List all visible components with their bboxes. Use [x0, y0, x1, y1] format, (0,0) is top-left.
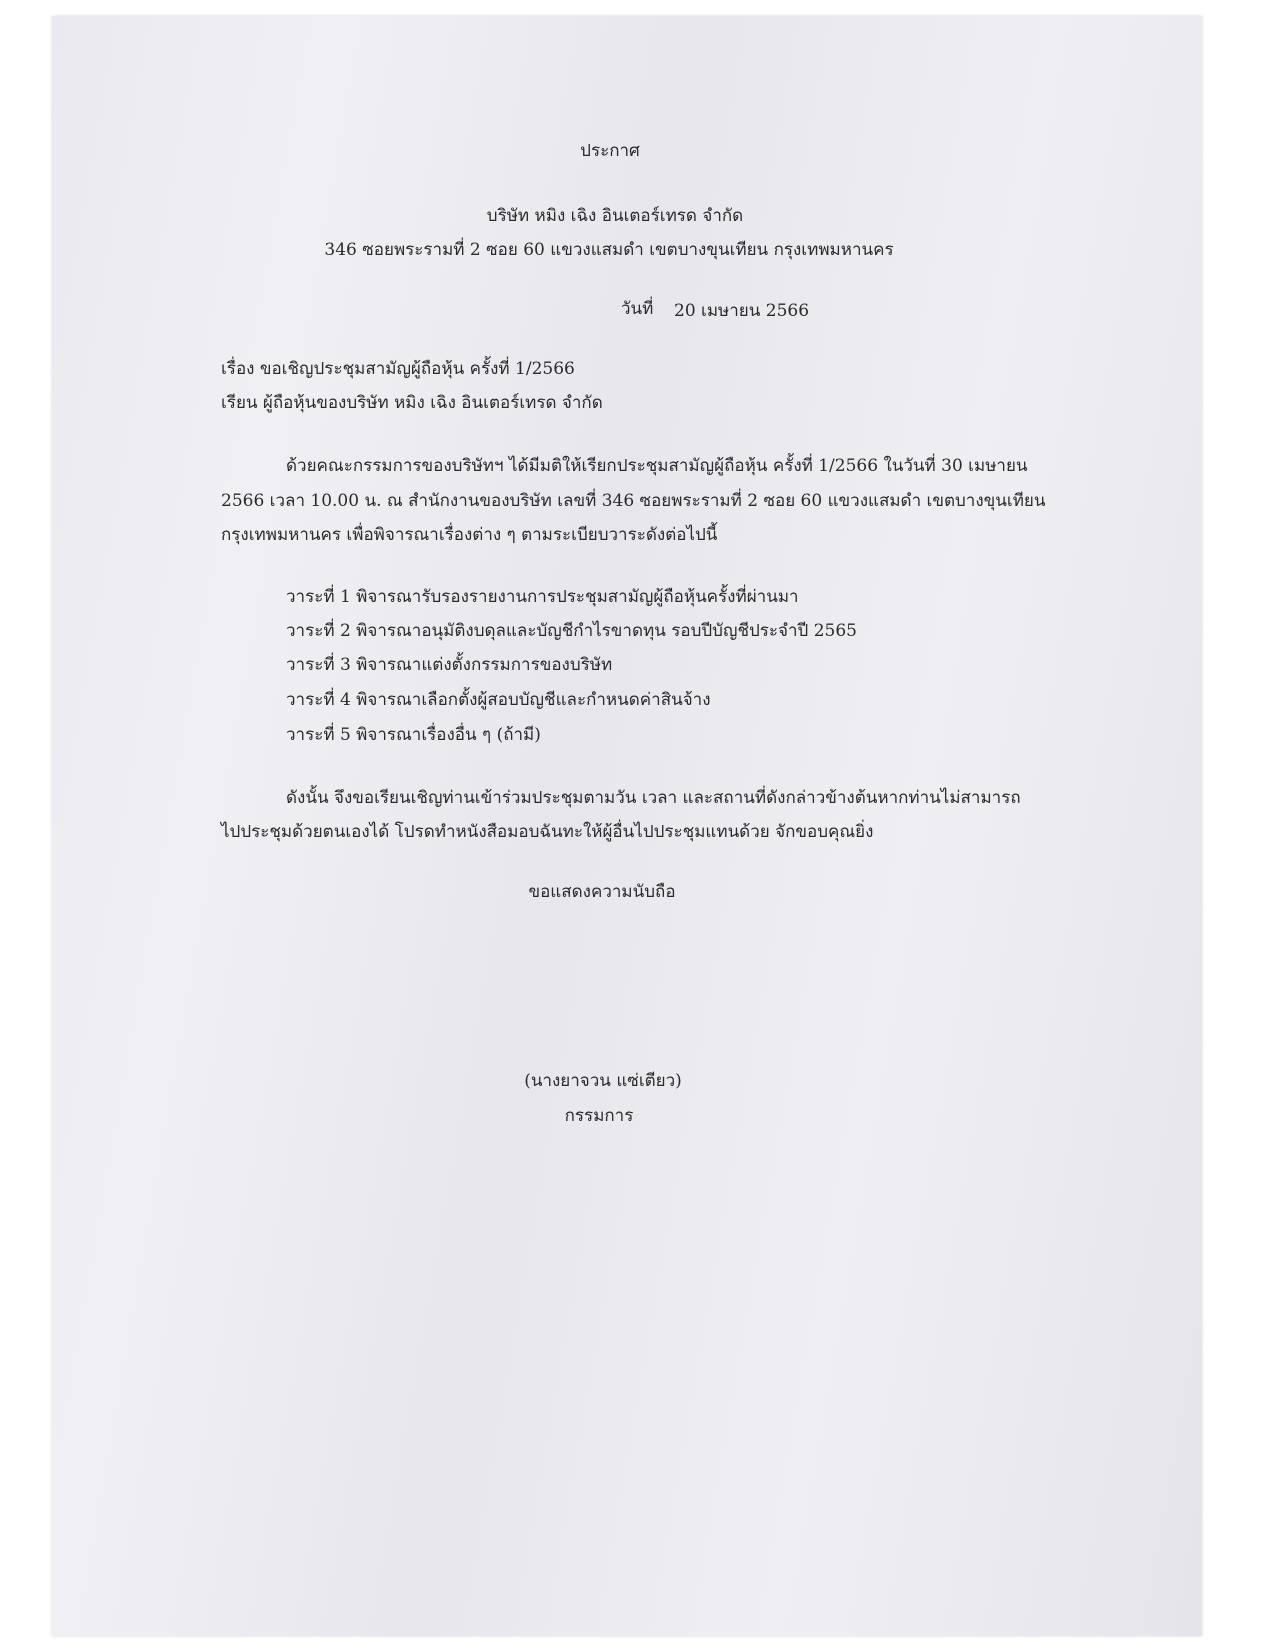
- subject-line: เรื่อง ขอเชิญประชุมสามัญผู้ถือหุ้น ครั้งที่ 1/2566: [221, 359, 575, 379]
- body-paragraph-line-3: กรุงเทพมหานคร เพื่อพิจารณาเรื่องต่าง ๆ ตามระเบียบวาระดังต่อไปนี้: [221, 525, 718, 545]
- recipient-line: เรียน ผู้ถือหุ้นของบริษัท หมิง เฉิง อินเตอร์เทรด จำกัด: [221, 393, 603, 413]
- closing-paragraph-line-1: ดังนั้น จึงขอเรียนเชิญท่านเข้าร่วมประชุมตามวัน เวลา และสถานที่ดังกล่าวข้างต้นหากท่านไม่สามารถ: [286, 788, 1021, 808]
- agenda-item-4: วาระที่ 4 พิจารณาเลือกตั้งผู้สอบบัญชีและกำหนดค่าสินจ้าง: [286, 690, 711, 710]
- closing-paragraph-line-2: ไปประชุมด้วยตนเองได้ โปรดทำหนังสือมอบฉันทะให้ผู้อื่นไปประชุมแทนด้วย จักขอบคุณยิ่ง: [221, 822, 874, 842]
- company-name: บริษัท หมิง เฉิง อินเตอร์เทรด จำกัด: [486, 206, 744, 226]
- announcement-heading: ประกาศ: [580, 141, 640, 161]
- signatory-name: (นางยาจวน แซ่เตียว): [524, 1071, 682, 1091]
- signatory-title: กรรมการ: [564, 1106, 634, 1126]
- regards-line: ขอแสดงความนับถือ: [528, 882, 676, 902]
- agenda-item-1: วาระที่ 1 พิจารณารับรองรายงานการประชุมสามัญผู้ถือหุ้นครั้งที่ผ่านมา: [286, 587, 799, 607]
- body-paragraph-line-1: ด้วยคณะกรรมการของบริษัทฯ ได้มีมติให้เรียกประชุมสามัญผู้ถือหุ้น ครั้งที่ 1/2566 ในวันที่ 30 เมษายน: [286, 456, 1028, 476]
- date-value: 20 เมษายน 2566: [674, 301, 810, 321]
- body-paragraph-line-2: 2566 เวลา 10.00 น. ณ สำนักงานของบริษัท เลขที่ 346 ซอยพระรามที่ 2 ซอย 60 แขวงแสมดำ เขตบางขุนเทียน: [221, 491, 1046, 511]
- agenda-item-2: วาระที่ 2 พิจารณาอนุมัติงบดุลและบัญชีกำไรขาดทุน รอบปีบัญชีประจำปี 2565: [286, 621, 858, 641]
- date-label: วันที่: [621, 299, 654, 319]
- agenda-item-3: วาระที่ 3 พิจารณาแต่งตั้งกรรมการของบริษัท: [286, 655, 613, 675]
- agenda-item-5: วาระที่ 5 พิจารณาเรื่องอื่น ๆ (ถ้ามี): [286, 725, 541, 745]
- company-address: 346 ซอยพระรามที่ 2 ซอย 60 แขวงแสมดำ เขตบางขุนเทียน กรุงเทพมหานคร: [324, 240, 894, 260]
